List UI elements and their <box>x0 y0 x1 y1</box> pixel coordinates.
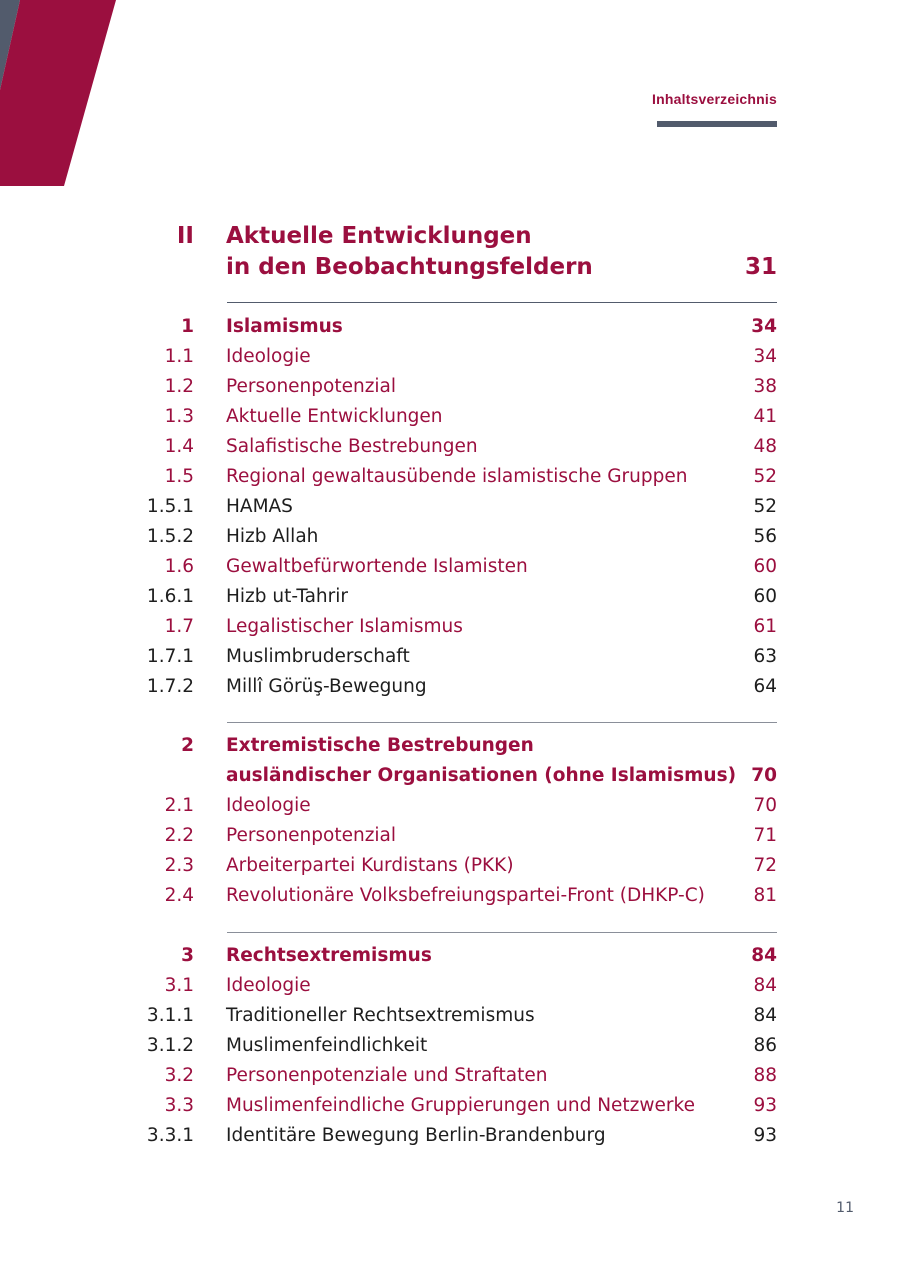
entry-page: 52 <box>753 466 777 487</box>
entry-number: 1.6 <box>164 556 194 577</box>
toc-entry <box>0 612 900 642</box>
corner-decoration <box>0 0 120 186</box>
toc-entry <box>0 582 900 612</box>
entry-page: 93 <box>753 1125 777 1146</box>
entry-page: 41 <box>753 406 777 427</box>
section-heading <box>0 312 900 342</box>
entry-title: Hizb Allah <box>226 526 319 547</box>
toc-entry <box>0 1121 900 1151</box>
section-number: 1 <box>181 316 194 337</box>
section-heading <box>0 731 900 761</box>
section-number: 2 <box>181 735 194 756</box>
entry-title: Personenpotenzial <box>226 376 397 397</box>
entry-number: 1.6.1 <box>146 586 194 607</box>
entry-page: 88 <box>753 1065 777 1086</box>
entry-title: Millî Görüş-Bewegung <box>226 676 427 697</box>
entry-title: HAMAS <box>226 496 293 517</box>
part-title-line2: in den Beobachtungsfeldern <box>226 254 593 280</box>
toc-entry <box>0 971 900 1001</box>
entry-page: 61 <box>753 616 777 637</box>
entry-page: 72 <box>753 855 777 876</box>
toc-entry <box>0 432 900 462</box>
toc-entry <box>0 821 900 851</box>
entry-number: 3.3 <box>164 1095 194 1116</box>
toc-entry <box>0 462 900 492</box>
entry-page: 86 <box>753 1035 777 1056</box>
section-page: 34 <box>751 316 777 337</box>
entry-page: 84 <box>753 1005 777 1026</box>
entry-page: 63 <box>753 646 777 667</box>
part-title-line1: Aktuelle Entwicklungen <box>226 223 532 249</box>
entry-title: Legalistischer Islamismus <box>226 616 463 637</box>
entry-title: Ideologie <box>226 346 311 367</box>
part-number: II <box>176 223 194 249</box>
section-heading <box>0 941 900 971</box>
section-title: Rechtsextremismus <box>226 945 432 966</box>
entry-page: 34 <box>753 346 777 367</box>
entry-title: Arbeiterpartei Kurdistans (PKK) <box>226 855 514 876</box>
entry-number: 1.5.2 <box>146 526 194 547</box>
section-title-line2: ausländischer Organisationen (ohne Islamismus) <box>226 765 737 786</box>
entry-title: Revolutionäre Volksbefreiungspartei-Front (DHKP-C) <box>226 885 705 906</box>
entry-title: Gewaltbefürwortende Islamisten <box>226 556 528 577</box>
entry-number: 1.4 <box>164 436 194 457</box>
toc-entry <box>0 851 900 881</box>
entry-title: Muslimenfeindlichkeit <box>226 1035 428 1056</box>
entry-number: 1.2 <box>164 376 194 397</box>
entry-page: 60 <box>753 556 777 577</box>
section-number: 3 <box>181 945 194 966</box>
entry-title: Salafistische Bestrebungen <box>226 436 478 457</box>
toc-entry <box>0 1061 900 1091</box>
entry-number: 2.4 <box>164 885 194 906</box>
entry-page: 48 <box>753 436 777 457</box>
entry-title: Regional gewaltausübende islamistische Gruppen <box>226 466 688 487</box>
entry-page: 52 <box>753 496 777 517</box>
toc-entry <box>0 522 900 552</box>
toc-entry <box>0 1091 900 1121</box>
toc-entry <box>0 402 900 432</box>
entry-number: 2.2 <box>164 825 194 846</box>
entry-page: 64 <box>753 676 777 697</box>
entry-title: Personenpotenziale und Straftaten <box>226 1065 548 1086</box>
divider <box>227 302 777 303</box>
entry-page: 71 <box>753 825 777 846</box>
entry-title: Muslimenfeindliche Gruppierungen und Netzwerke <box>226 1095 695 1116</box>
toc-entry <box>0 881 900 911</box>
entry-number: 1.5.1 <box>146 496 194 517</box>
entry-page: 56 <box>753 526 777 547</box>
entry-number: 3.1 <box>164 975 194 996</box>
entry-number: 3.1.1 <box>146 1005 194 1026</box>
divider <box>227 932 777 933</box>
toc-entry <box>0 342 900 372</box>
entry-page: 81 <box>753 885 777 906</box>
entry-number: 3.2 <box>164 1065 194 1086</box>
header-bar <box>657 121 777 127</box>
entry-title: Hizb ut-Tahrir <box>226 586 348 607</box>
entry-number: 2.1 <box>164 795 194 816</box>
section-title: Extremistische Bestrebungen <box>226 735 534 756</box>
entry-number: 3.3.1 <box>146 1125 194 1146</box>
section-page: 84 <box>751 945 777 966</box>
entry-number: 2.3 <box>164 855 194 876</box>
entry-title: Muslimbruderschaft <box>226 646 410 667</box>
toc-entry <box>0 791 900 821</box>
part-page: 31 <box>744 254 777 280</box>
toc-entry <box>0 1001 900 1031</box>
toc-entry <box>0 642 900 672</box>
toc-entry <box>0 672 900 702</box>
divider <box>227 722 777 723</box>
entry-title: Ideologie <box>226 795 311 816</box>
entry-number: 1.3 <box>164 406 194 427</box>
part-heading-line2 <box>0 251 900 283</box>
entry-page: 84 <box>753 975 777 996</box>
running-header: Inhaltsverzeichnis <box>652 91 777 107</box>
section-title: Islamismus <box>226 316 343 337</box>
entry-page: 70 <box>753 795 777 816</box>
toc-entry <box>0 1031 900 1061</box>
entry-page: 38 <box>753 376 777 397</box>
page-number: 11 <box>836 1200 854 1216</box>
part-heading <box>0 220 900 252</box>
entry-number: 1.5 <box>164 466 194 487</box>
toc-entry <box>0 552 900 582</box>
entry-page: 60 <box>753 586 777 607</box>
entry-title: Ideologie <box>226 975 311 996</box>
entry-number: 1.7.2 <box>146 676 194 697</box>
entry-number: 1.7.1 <box>146 646 194 667</box>
section-heading-line2 <box>0 761 900 791</box>
entry-page: 93 <box>753 1095 777 1116</box>
entry-title: Personenpotenzial <box>226 825 397 846</box>
entry-number: 1.1 <box>164 346 194 367</box>
section-page: 70 <box>751 765 777 786</box>
entry-title: Aktuelle Entwicklungen <box>226 406 443 427</box>
toc-entry <box>0 492 900 522</box>
entry-title: Traditioneller Rechtsextremismus <box>226 1005 535 1026</box>
entry-title: Identitäre Bewegung Berlin-Brandenburg <box>226 1125 606 1146</box>
toc-entry <box>0 372 900 402</box>
entry-number: 1.7 <box>164 616 194 637</box>
entry-number: 3.1.2 <box>146 1035 194 1056</box>
